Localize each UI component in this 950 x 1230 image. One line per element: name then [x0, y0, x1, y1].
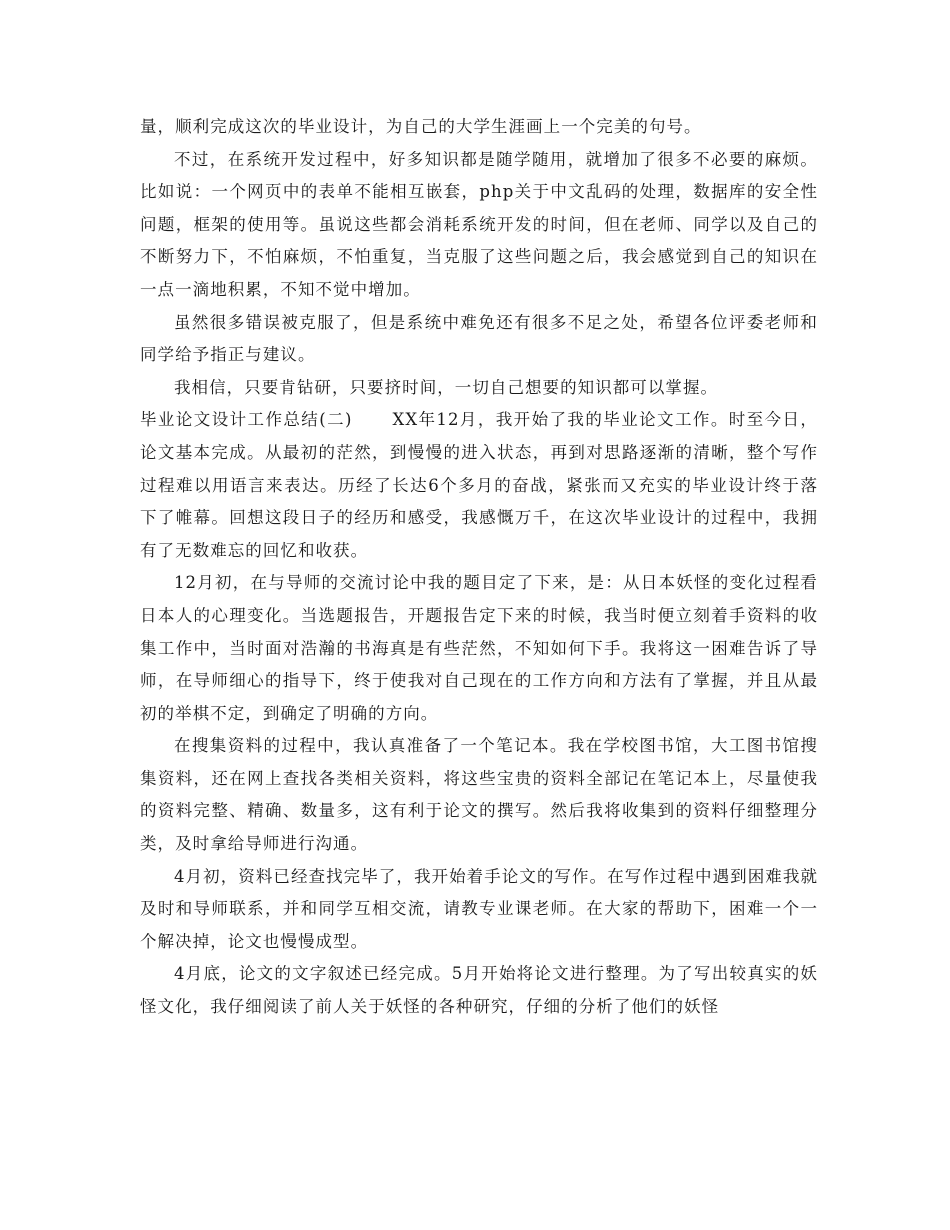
- paragraph-3: 虽然很多错误被克服了，但是系统中难免还有很多不足之处，希望各位评委老师和同学给予指正与建议。: [140, 312, 818, 365]
- section-heading: 毕业论文设计工作总结(二): [140, 410, 353, 430]
- paragraph-8: 4月初，资料已经查找完毕了，我开始着手论文的写作。在写作过程中遇到困难我就及时和导师联系，并和同学互相交流，请教专业课老师。在大家的帮助下，困难一个一个解决掉，论文也慢慢成型。: [140, 866, 818, 951]
- paragraph-7: 在搜集资料的过程中，我认真准备了一个笔记本。我在学校图书馆，大工图书馆搜集资料，还在网上查找各类相关资料，将这些宝贵的资料全部记在笔记本上，尽量使我的资料完整、精确、数量多，这有利于论文的撰写。然后我将收集到的资料仔细整理分类，及时拿给导师进行沟通。: [140, 736, 818, 854]
- paragraph-2: 不过，在系统开发过程中，好多知识都是随学随用，就增加了很多不必要的麻烦。比如说：一个网页中的表单不能相互嵌套，php关于中文乱码的处理，数据库的安全性问题，框架的使用等。虽说这些都会消耗系统开发的时间，但在老师、同学以及自己的不断努力下，不怕麻烦，不怕重复，当克服了这些问题之后，我会感觉到自己的知识在一点一滴地积累，不知不觉中增加。: [140, 149, 818, 299]
- paragraph-6: 12月初，在与导师的交流讨论中我的题目定了下来，是：从日本妖怪的变化过程看日本人的心理变化。当选题报告，开题报告定下来的时候，我当时便立刻着手资料的收集工作中，当时面对浩瀚的书海真是有些茫然，不知如何下手。我将这一困难告诉了导师，在导师细心的指导下，终于使我对自己现在的工作方向和方法有了掌握，并且从最初的举棋不定，到确定了明确的方向。: [140, 573, 818, 723]
- document-body: [140, 111, 818, 1024]
- paragraph-9: 4月底，论文的文字叙述已经完成。5月开始将论文进行整理。为了写出较真实的妖怪文化，我仔细阅读了前人关于妖怪的各种研究，仔细的分析了他们的妖怪: [140, 964, 818, 1017]
- paragraph-1: 量，顺利完成这次的毕业设计，为自己的大学生涯画上一个完美的句号。: [140, 117, 702, 136]
- paragraph-5-text: XX年12月，我开始了我的毕业论文工作。时至今日，论文基本完成。从最初的茫然，到慢慢的进入状态，再到对思路逐渐的清晰，整个写作过程难以用语言来表达。历经了长达6个多月的奋战，紧张而又充实的毕业设计终于落下了帷幕。回想这段日子的经历和感受，我感慨万千，在这次毕业设计的过程中，我拥有了无数难忘的回忆和收获。: [140, 410, 818, 560]
- paragraph-5: [140, 404, 818, 567]
- heading-gap: [353, 410, 393, 429]
- paragraph-4: 我相信，只要肯钻研，只要挤时间，一切自己想要的知识都可以掌握。: [174, 377, 719, 397]
